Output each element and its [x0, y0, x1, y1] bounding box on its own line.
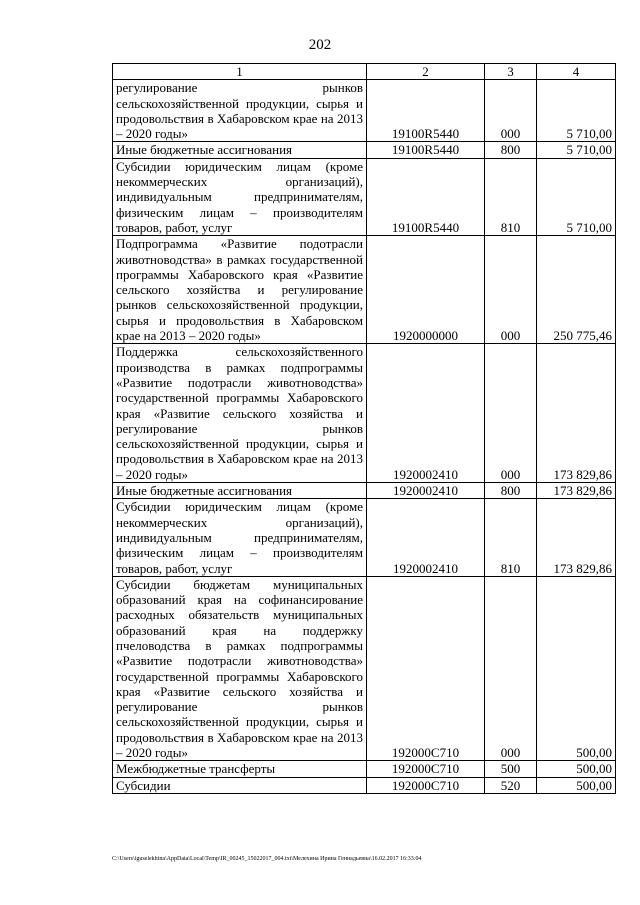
row-name: регулирование рынков сельскохозяйственной продукции, сырья и продовольствия в Хабаровском крае на 2013 – 2020 годы»: [113, 80, 367, 142]
row-name: Субсидии юридическим лицам (кроме некоммерческих организаций), индивидуальным предпринимателям, физическим лицам – производителям товаров, работ, услуг: [113, 499, 367, 576]
table-header-row: [113, 64, 616, 80]
page-number: 202: [308, 37, 332, 53]
table-row: [113, 80, 616, 142]
row-code: 192000С710: [367, 761, 485, 777]
row-name: Иные бюджетные ассигнования: [113, 142, 367, 158]
row-type: 810: [485, 158, 537, 235]
row-code: 192000С710: [367, 576, 485, 761]
row-code: 19100R5440: [367, 80, 485, 142]
row-type: 000: [485, 236, 537, 344]
file-path-footer: C:\Users\iguselekhina\AppData\Local\Temp\IR_00245_15022017_004.txt\Мелехина Ирина Геннадьевна\16.02.2017 16:33:04: [112, 856, 422, 862]
row-amount: 173 829,86: [537, 499, 616, 576]
column-header-code: 2: [367, 64, 485, 80]
table-row: [113, 576, 616, 761]
row-name: Субсидии: [113, 777, 367, 793]
row-code: 1920002410: [367, 483, 485, 499]
row-amount: 5 710,00: [537, 158, 616, 235]
row-amount: 500,00: [537, 576, 616, 761]
row-name: Субсидии бюджетам муниципальных образований края на софинансирование расходных обязательств муниципальных образований края на поддержку пчеловодства в рамках подпрограммы «Развитие подотрасли животноводства» государственной программы Хабаровского края «Развитие сельского хозяйства и регулирование рынков сельскохозяйственной продукции, сырья и продовольствия в Хабаровском крае на 2013 – 2020 годы»: [113, 576, 367, 761]
table-row: [113, 142, 616, 158]
row-amount: 5 710,00: [537, 142, 616, 158]
table-row: [113, 777, 616, 793]
column-header-amount: 4: [537, 64, 616, 80]
table-row: [113, 761, 616, 777]
row-name: Подпрограмма «Развитие подотрасли животноводства» в рамках государственной программы Хабаровского края «Развитие сельского хозяйства и регулирование рынков сельскохозяйственной продукции, сырья и продовольствия в Хабаровском крае на 2013 – 2020 годы»: [113, 236, 367, 344]
table-row: [113, 483, 616, 499]
column-header-type: 3: [485, 64, 537, 80]
row-code: 19100R5440: [367, 142, 485, 158]
row-amount: 500,00: [537, 761, 616, 777]
row-code: 19100R5440: [367, 158, 485, 235]
row-code: 1920002410: [367, 344, 485, 483]
row-type: 520: [485, 777, 537, 793]
row-type: 500: [485, 761, 537, 777]
row-name: Иные бюджетные ассигнования: [113, 483, 367, 499]
column-header-name: 1: [113, 64, 367, 80]
row-name: Межбюджетные трансферты: [113, 761, 367, 777]
row-name: Поддержка сельскохозяйственного производства в рамках подпрограммы «Развитие подотрасли животноводства» государственной программы Хабаровского края «Развитие сельского хозяйства и регулирование рынков сельскохозяйственной продукции, сырья и продовольствия в Хабаровском крае на 2013 – 2020 годы»: [113, 344, 367, 483]
table-row: [113, 236, 616, 344]
row-amount: 5 710,00: [537, 80, 616, 142]
table-row: [113, 158, 616, 235]
row-amount: 250 775,46: [537, 236, 616, 344]
table-row: [113, 344, 616, 483]
table-row: [113, 499, 616, 576]
budget-table: [112, 63, 616, 794]
row-amount: 173 829,86: [537, 344, 616, 483]
row-name: Субсидии юридическим лицам (кроме некоммерческих организаций), индивидуальным предпринимателям, физическим лицам – производителям товаров, работ, услуг: [113, 158, 367, 235]
row-type: 810: [485, 499, 537, 576]
row-type: 000: [485, 344, 537, 483]
row-amount: 173 829,86: [537, 483, 616, 499]
row-code: 1920002410: [367, 499, 485, 576]
row-type: 000: [485, 576, 537, 761]
row-code: 192000С710: [367, 777, 485, 793]
row-code: 1920000000: [367, 236, 485, 344]
row-amount: 500,00: [537, 777, 616, 793]
row-type: 800: [485, 142, 537, 158]
row-type: 000: [485, 80, 537, 142]
row-type: 800: [485, 483, 537, 499]
